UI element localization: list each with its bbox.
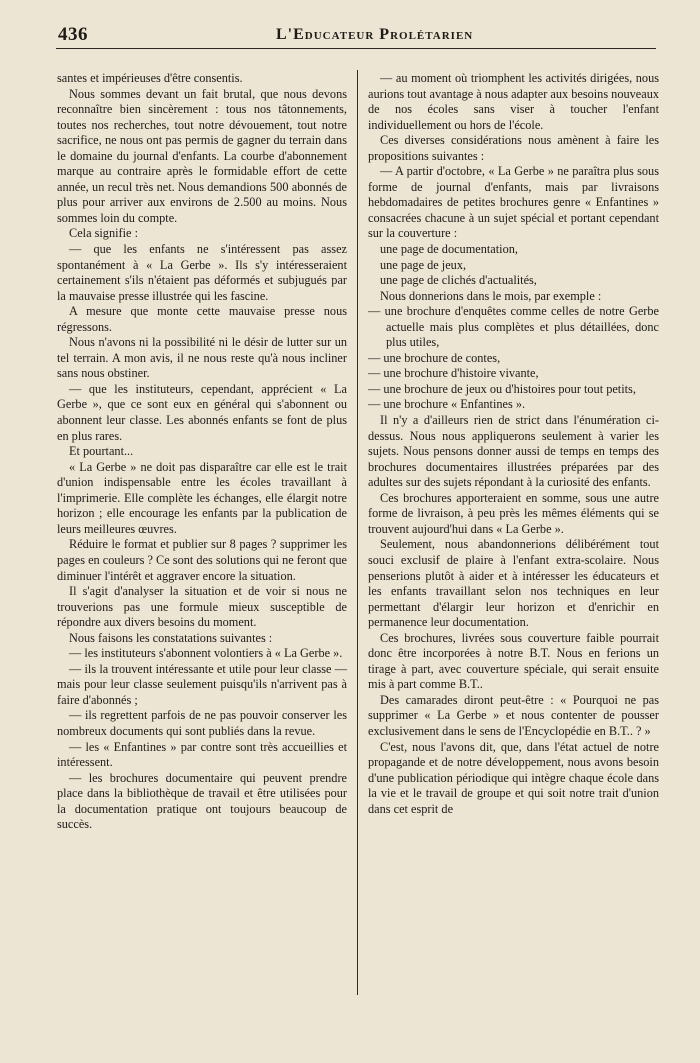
paragraph: — une brochure « Enfantines ».: [368, 397, 526, 412]
paragraph: Des camarades diront peut-être : « Pourquoi ne pas supprimer « La Gerbe » et nous contenter de pousser exclusivement dans le sens de l'Encyclopédie en B.T.. ? »: [368, 692, 659, 738]
paragraph: A mesure que monte cette mauvaise presse nous régressons.: [57, 304, 347, 334]
paragraph: — ils regrettent parfois de ne pas pouvoir conserver les nombreux documents qui sont publiés dans la revue.: [57, 708, 347, 738]
paragraph: — les instituteurs s'abonnent volontiers à « La Gerbe ».: [69, 646, 343, 661]
paragraph: Seulement, nous abandonnerions délibérément tout souci exclusif de plaire à l'enfant extra-scolaire. Nous penserions plutôt à aider et à intéresser les éducateurs et les enfants travaillant selon nos techniques en leur permettant d'élargir leur horizon et d'enrichir en permanence leur documentation.: [368, 537, 659, 630]
paragraph: — que les instituteurs, cependant, apprécient « La Gerbe », que ce sont eux en général qui s'abonnent ou abonnent leur classe. Les abonnés enfants se font de plus en plus rares.: [57, 381, 347, 443]
paragraph: une page de documentation,: [380, 242, 518, 257]
paragraph: Ces brochures apporteraient en somme, sous une autre forme de livraison, à peu près les mêmes éléments qui se trouvent aujourd'hui dans « La Gerbe ».: [368, 490, 659, 536]
paragraph: — au moment où triomphent les activités dirigées, nous aurions tout avantage à nous adapter aux besoins nouveaux de nos écoles sans viser à toucher l'enfant individuellement ou hors de l'école.: [368, 71, 659, 132]
paragraph: Il s'agit d'analyser la situation et de voir si nous ne trouverions pas une formule mieux susceptible de répondre aux divers besoins du moment.: [57, 584, 347, 630]
paragraph: Il n'y a d'ailleurs rien de strict dans l'énumération ci-dessus. Nous nous appliquerons seulement à varier les sujets. Nous pensons donner aussi de temps en temps des brochures documentaires illustrées préparées par des adultes sur des sujets répondant à la curiosité des enfants.: [368, 413, 659, 490]
paragraph: Nous n'avons ni la possibilité ni le désir de lutter sur un tel terrain. A mon avis, il ne nous reste qu'à nous incliner sans nous obstiner.: [57, 335, 347, 381]
paragraph: — une brochure d'enquêtes comme celles de notre Gerbe actuelle mais plus complètes et plus détaillées, donc plus utiles,: [368, 304, 659, 350]
column-divider: [357, 70, 358, 995]
paragraph: — les brochures documentaire qui peuvent prendre place dans la bibliothèque de travail et être utilisées pour la documentation pratique ont toujours beaucoup de succès.: [57, 770, 347, 832]
paragraph: Réduire le format et publier sur 8 pages ? supprimer les pages en couleurs ? Ce sont des solutions qui ne feront que diminuer l'intérêt et aggraver encore la situation.: [57, 537, 347, 583]
paragraph: Nous sommes devant un fait brutal, que nous devons reconnaître bien sincèrement : tous nos tâtonnements, toutes nos recherches, tout notre dévouement, tout notre sacrifice, ne nous ont pas permis de gagner du terrain dans le domaine du journal d'enfants. La courbe d'abonnement marque au contraire après le formidable effort de cette année, un recul très net. Nous demandions 500 abonnés de plus pour arriver aux environs de 2.500 au moins. Nous sommes loin du compte.: [57, 86, 347, 225]
paragraph: Nous faisons les constatations suivantes :: [69, 630, 273, 645]
paragraph: « La Gerbe » ne doit pas disparaître car elle est le trait d'union indispensable entre les écoles travaillant à l'imprimerie. Elle complète les échanges, elle élargit notre horizon ; elle encourage les enfants par la publication de leurs meilleures œuvres.: [57, 459, 347, 536]
journal-title: L'Educateur Prolétarien: [276, 26, 474, 43]
paragraph: Ces brochures, livrées sous couverture faible pourrait donc être incorporées à notre B.T. Nous en ferions un tirage à part, avec couverture spéciale, qui serait ensuite mis à part comme B.T..: [368, 630, 659, 692]
paragraph: — une brochure de jeux ou d'histoires pour tout petits,: [368, 381, 636, 396]
paragraph: Nous donnerions dans le mois, par exemple :: [380, 288, 602, 303]
page-number: 436: [58, 24, 88, 45]
paragraph: une page de jeux,: [380, 257, 467, 272]
right-column: [368, 71, 659, 817]
paragraph: — une brochure de contes,: [368, 350, 501, 365]
paragraph: — les « Enfantines » par contre sont très accueillies et intéressent.: [57, 739, 347, 770]
paragraph: — A partir d'octobre, « La Gerbe » ne paraîtra plus sous forme de journal d'enfants, mais par livraisons hebdomadaires de petites brochures genre « Enfantines » consacrées chacune à un sujet spécial et portant cependant sur la couverture :: [368, 164, 659, 241]
paragraph: Cela signifie :: [69, 226, 138, 241]
left-column: [57, 71, 347, 833]
paragraph: — que les enfants ne s'intéressent pas assez spontanément à « La Gerbe ». Ils s'y intéresseraient certainement s'ils n'étaient pas déformés et subjugués par la mauvaise presse illustrée qui les fascine.: [57, 242, 347, 303]
paragraph: Ces diverses considérations nous amènent à faire les propositions suivantes :: [368, 133, 659, 163]
paragraph: Et pourtant...: [69, 444, 134, 459]
page-header: [56, 22, 656, 49]
paragraph: une page de clichés d'actualités,: [380, 273, 537, 288]
paragraph: — ils la trouvent intéressante et utile pour leur classe — mais pour leur classe seulement puisqu'ils n'arrivent pas à faire d'abonnés ;: [57, 661, 347, 707]
paragraph: — une brochure d'histoire vivante,: [368, 366, 539, 381]
paragraph: santes et impérieuses d'être consentis.: [57, 71, 243, 85]
paragraph: C'est, nous l'avons dit, que, dans l'état actuel de notre propagande et de notre développement, nous avons besoin d'une publication périodique qui intègre chaque école dans la vie et le travail de groupe et qui soit notre trait d'union dans cet esprit de: [368, 739, 659, 816]
